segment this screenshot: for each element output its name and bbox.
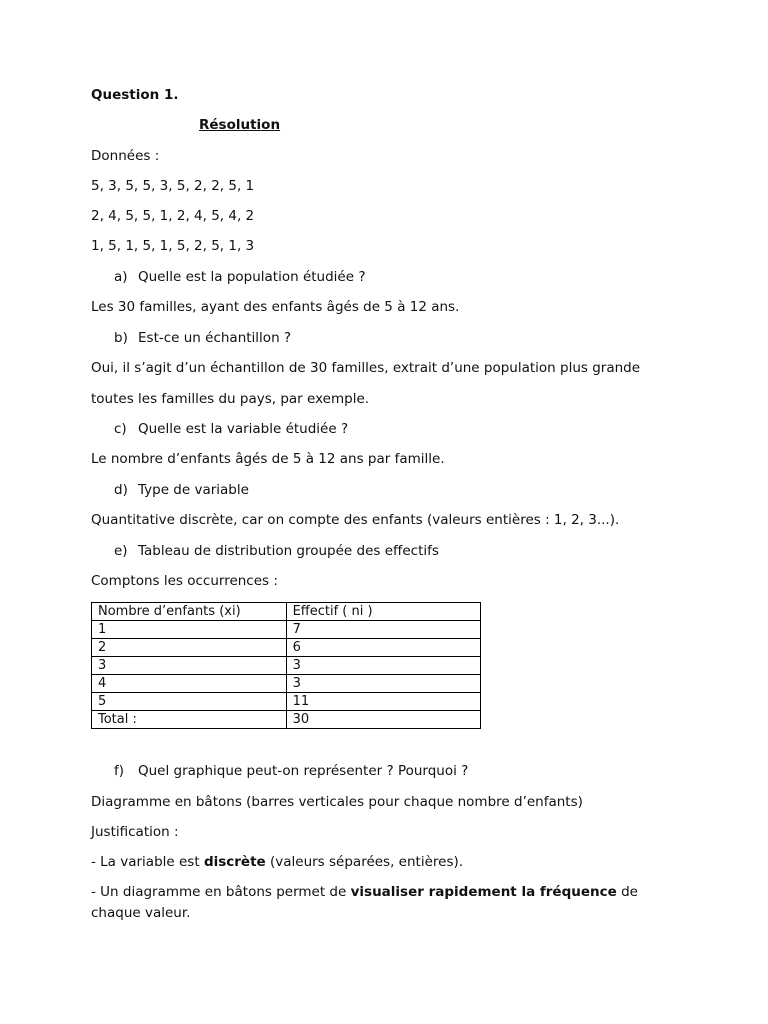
table-header-ni: Effectif ( ni ) [286, 603, 480, 621]
data-row-3: 1, 5, 1, 5, 1, 5, 2, 5, 1, 3 [91, 238, 255, 254]
table-row [92, 621, 481, 639]
item-e-answer: Comptons les occurrences : [91, 573, 278, 589]
item-f-answer: Diagramme en bâtons (barres verticales pour chaque nombre d’enfants) [91, 794, 583, 810]
table-row [92, 639, 481, 657]
justification-point-1 [91, 854, 463, 870]
item-a-marker: a) [114, 269, 128, 285]
justification-point-2 [91, 882, 676, 924]
section-title: Résolution [199, 117, 281, 133]
table-cell-ni: 11 [286, 693, 480, 711]
item-b-answer-line-1: Oui, il s’agit d’un échantillon de 30 familles, extrait d’une population plus grande [91, 360, 641, 376]
item-d-answer: Quantitative discrète, car on compte des enfants (valeurs entières : 1, 2, 3...). [91, 512, 620, 528]
table-cell-ni: 6 [286, 639, 480, 657]
table-row [92, 657, 481, 675]
table-total-row [92, 711, 481, 729]
table-cell-total-label: Total : [92, 711, 287, 729]
item-b-question [114, 330, 291, 346]
table-cell-xi: 2 [92, 639, 287, 657]
table-cell-xi: 1 [92, 621, 287, 639]
item-d-marker: d) [114, 482, 128, 498]
table-cell-total-value: 30 [286, 711, 480, 729]
justification-point-1-bold: discrète [203, 854, 266, 870]
table-header-row [92, 603, 481, 621]
table-row [92, 675, 481, 693]
table-cell-ni: 3 [286, 657, 480, 675]
item-a-answer: Les 30 familles, ayant des enfants âgés de 5 à 12 ans. [91, 299, 460, 315]
item-a-question-text: Quelle est la population étudiée ? [138, 269, 366, 285]
item-b-marker: b) [114, 330, 128, 346]
item-a-question [114, 269, 366, 285]
table-cell-ni: 7 [286, 621, 480, 639]
question-title: Question 1. [91, 87, 179, 103]
justification-point-1-suffix: (valeurs séparées, entières). [265, 854, 464, 870]
distribution-table [91, 602, 481, 729]
item-c-question-text: Quelle est la variable étudiée ? [138, 421, 349, 437]
item-e-question [114, 543, 439, 559]
item-c-marker: c) [114, 421, 127, 437]
item-f-question [114, 763, 468, 779]
data-row-1: 5, 3, 5, 5, 3, 5, 2, 2, 5, 1 [91, 178, 255, 194]
item-f-question-text: Quel graphique peut-on représenter ? Pourquoi ? [138, 763, 469, 779]
item-c-question [114, 421, 348, 437]
item-d-question [114, 482, 249, 498]
data-row-2: 2, 4, 5, 5, 1, 2, 4, 5, 4, 2 [91, 208, 255, 224]
justification-point-1-prefix: - La variable est [91, 854, 204, 870]
donnees-label: Données : [91, 148, 160, 164]
table-cell-xi: 5 [92, 693, 287, 711]
justification-point-2-bold: visualiser rapidement la fréquence [350, 884, 617, 900]
table-header-xi: Nombre d’enfants (xi) [92, 603, 287, 621]
table-cell-ni: 3 [286, 675, 480, 693]
table-cell-xi: 4 [92, 675, 287, 693]
item-b-question-text: Est-ce un échantillon ? [138, 330, 292, 346]
justification-point-2-suffix: de chaque valeur. [91, 884, 638, 921]
table-row [92, 693, 481, 711]
item-e-marker: e) [114, 543, 128, 559]
table-cell-xi: 3 [92, 657, 287, 675]
item-e-question-text: Tableau de distribution groupée des effectifs [138, 543, 439, 559]
item-f-marker: f) [114, 763, 125, 779]
item-c-answer: Le nombre d’enfants âgés de 5 à 12 ans par famille. [91, 451, 445, 467]
justification-label: Justification : [91, 824, 179, 840]
item-d-question-text: Type de variable [138, 482, 249, 498]
item-b-answer-line-2: toutes les familles du pays, par exemple. [91, 391, 370, 407]
justification-point-2-prefix: - Un diagramme en bâtons permet de [91, 884, 351, 900]
